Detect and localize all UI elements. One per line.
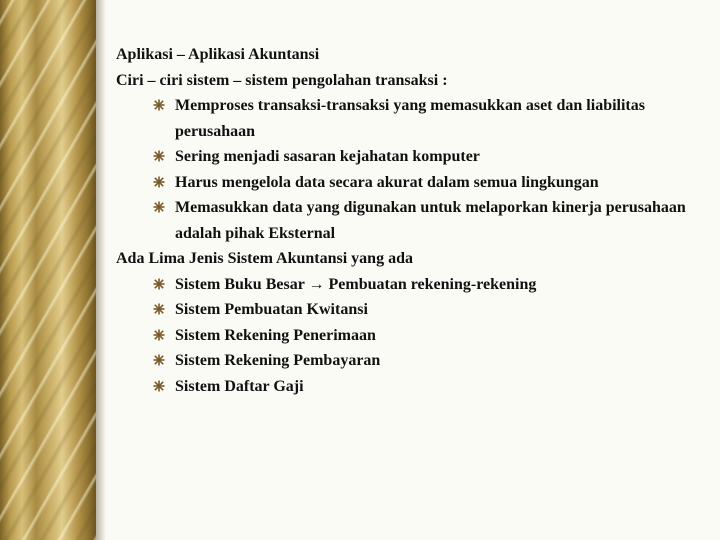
list-item: [116, 195, 686, 246]
starburst-bullet-icon: [153, 176, 165, 188]
list-item-text: Sering menjadi sasaran kejahatan komputer: [175, 148, 480, 165]
list-item-text: Harus mengelola data secara akurat dalam semua lingkungan: [175, 173, 599, 191]
list-item: [116, 272, 686, 298]
list-item-text: Sistem Buku Besar → Pembuatan rekening-rekening: [175, 275, 537, 293]
heading-ciri: Ciri – ciri sistem – sistem pengolahan transaksi :: [116, 71, 448, 89]
list-item: [116, 93, 686, 144]
starburst-bullet-icon: [153, 99, 165, 111]
starburst-bullet-icon: [153, 380, 165, 392]
list-item: [116, 144, 686, 170]
starburst-bullet-icon: [153, 303, 165, 315]
decorative-gold-band: [0, 0, 96, 540]
list-item-text: Sistem Pembuatan Kwitansi: [175, 301, 368, 318]
list-item: [116, 374, 686, 400]
starburst-bullet-icon: [153, 278, 165, 290]
slide-content: [116, 42, 686, 399]
list-item: [116, 297, 686, 323]
list-item-text: Memasukkan data yang digunakan untuk melaporkan kinerja perusahaan adalah pihak Eksternal: [175, 199, 686, 242]
list-item: [116, 170, 686, 196]
list-item-text: Sistem Rekening Pembayaran: [175, 352, 381, 369]
list-item: [116, 323, 686, 349]
heading-jenis: Ada Lima Jenis Sistem Akuntansi yang ada: [116, 250, 413, 267]
list-item-text: Sistem Daftar Gaji: [175, 377, 304, 395]
heading-aplikasi: Aplikasi – Aplikasi Akuntansi: [116, 46, 320, 63]
starburst-bullet-icon: [153, 150, 165, 162]
starburst-bullet-icon: [153, 354, 165, 366]
list-item-text: Memproses transaksi-transaksi yang memasukkan aset dan liabilitas perusahaan: [175, 97, 645, 140]
starburst-bullet-icon: [153, 329, 165, 341]
starburst-bullet-icon: [153, 201, 165, 213]
list-item-text: Sistem Rekening Penerimaan: [175, 326, 376, 344]
list-item: [116, 348, 686, 374]
